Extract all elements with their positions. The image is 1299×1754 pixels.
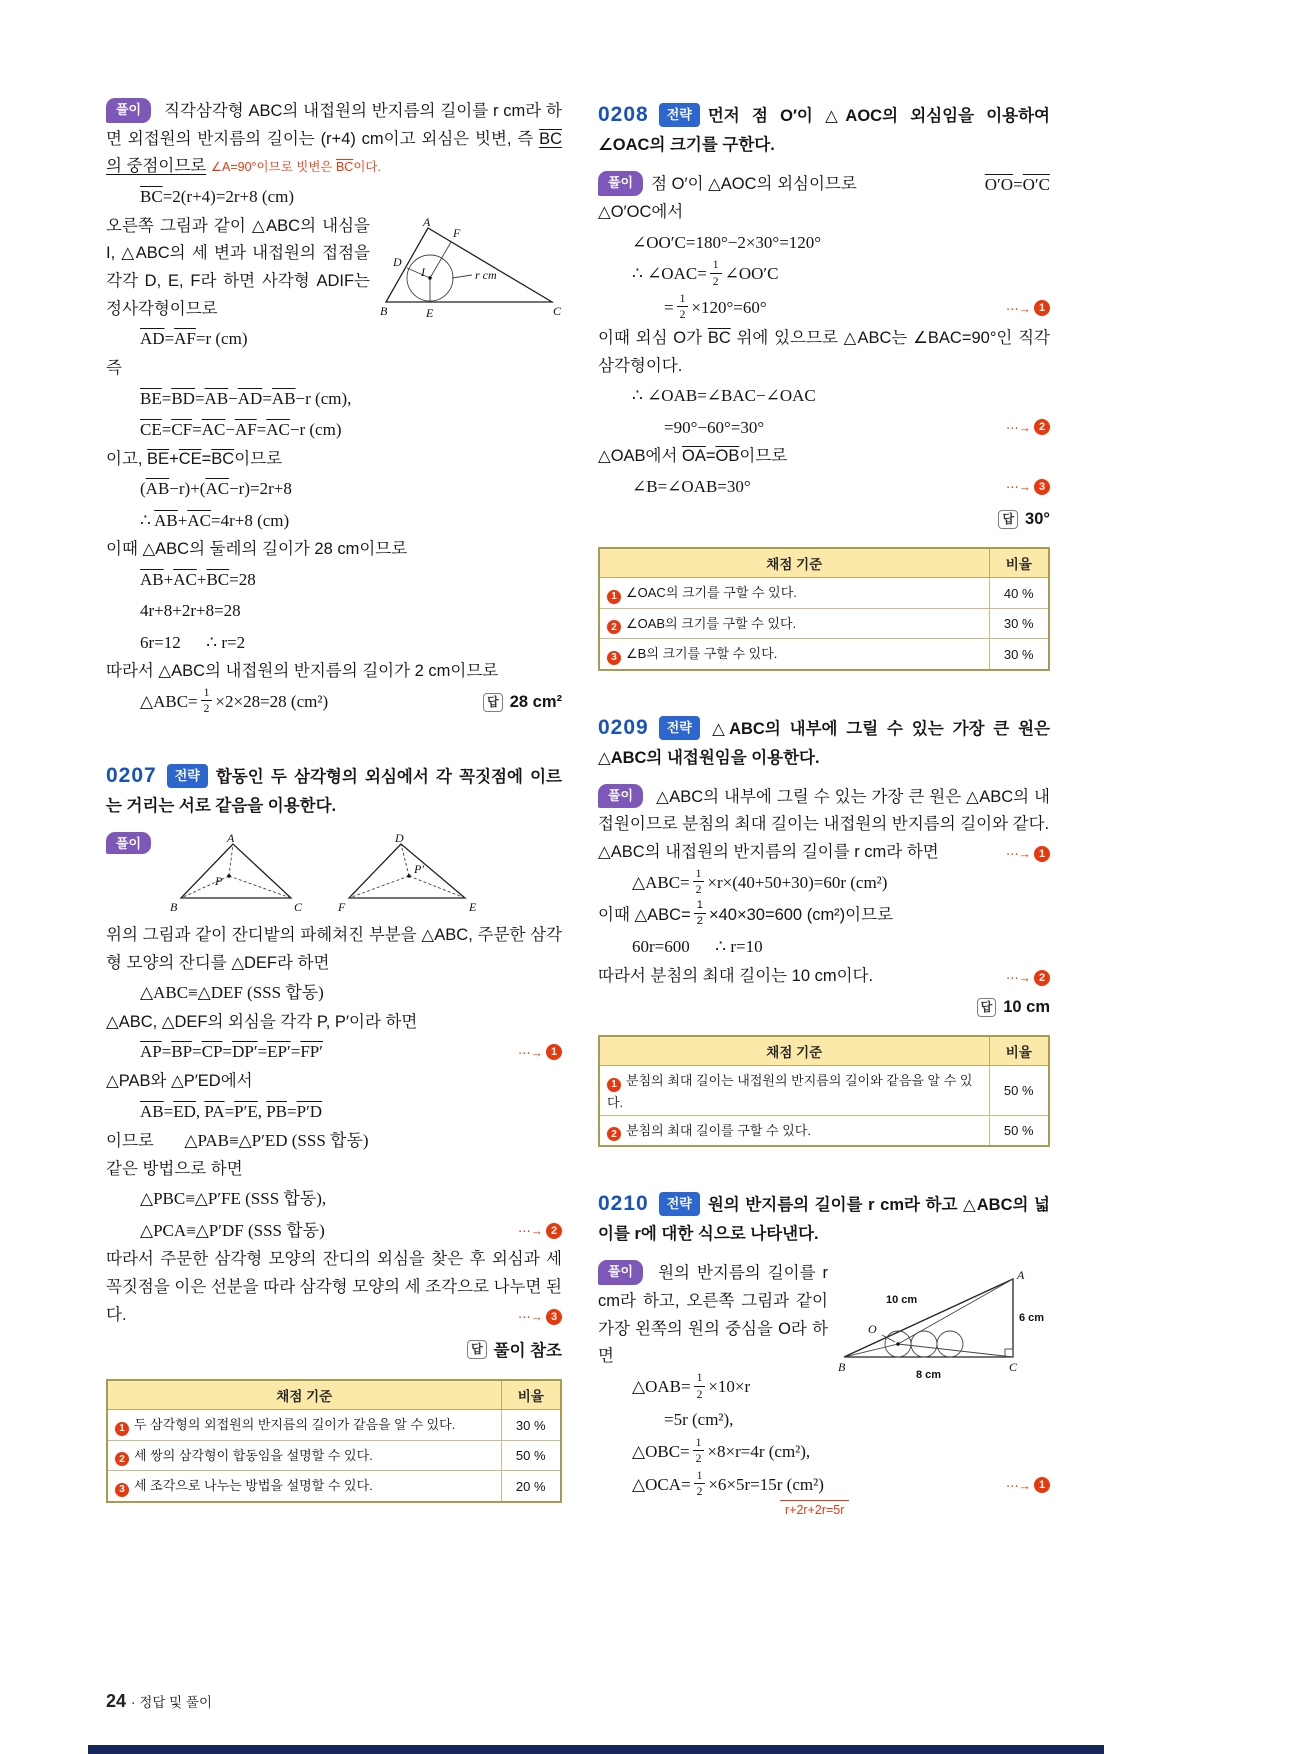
step-mark (518, 1044, 562, 1060)
step-number: 3 (546, 1309, 562, 1325)
fig-label-f: F (453, 225, 461, 240)
equation: $\overline{AB}=\overline{ED}$, $\overline{PA}=P'E$, $\overline{PB}=P'D$ (140, 1101, 323, 1121)
fig-label-d: D (393, 254, 402, 269)
solution-badge: 풀이 (598, 784, 643, 809)
equation: 6r=12 ∴ r=2 (140, 632, 246, 652)
paragraph-text: △PAB와 △P′ED에서 (106, 1071, 253, 1090)
step-mark (1006, 968, 1050, 989)
paragraph-text: △ABC의 내접원의 반지름의 길이를 r cm라 하면 (598, 842, 939, 861)
fig-label-i: I (421, 264, 425, 279)
solution-badge: 풀이 (598, 171, 643, 196)
answer-icon: 답 (483, 693, 503, 712)
step-number: 2 (546, 1223, 562, 1239)
red-underbrace-note (780, 1500, 1050, 1519)
equation: $(\overline{AB}-r)+(\overline{AC}-r)=2r+8$ (140, 479, 292, 499)
problem-number: 0208 (598, 103, 649, 126)
equation: ∴ ∠OAB=∠BAC−∠OAC (632, 386, 816, 406)
equation: △OBC= $\frac{1}{2}$ ×8×r=4r (cm²), (632, 1435, 811, 1466)
two-column-layout (106, 98, 1299, 1555)
fig-label-p: P (215, 873, 223, 888)
solution-badge: 풀이 (598, 1260, 643, 1285)
answer-text: 28 cm² (509, 692, 562, 711)
step-number: 2 (607, 620, 621, 634)
problem-header (598, 98, 1050, 159)
paragraph-text: 점 O′이 △AOC의 외심이므로 (651, 175, 857, 194)
fig-label-p-prime: P′ (414, 861, 425, 876)
paragraph-text: △OAB에서 $\overline{OA}=\overline{OB}$이므로 (598, 447, 788, 466)
paragraph-text: 같은 방법으로 하면 (106, 1159, 243, 1178)
left-column (106, 98, 562, 1555)
equation-with-mark (598, 1469, 1050, 1502)
fig-label-b: B (170, 899, 178, 914)
strategy-badge: 전략 (659, 716, 700, 740)
problem-number: 0209 (598, 715, 649, 739)
fig-label-d: D (395, 831, 404, 845)
equation: O′O=O′C (984, 174, 1050, 194)
paragraph-text: 직각삼각형 ABC의 내접원의 반지름의 길이를 r cm라 하면 외접원의 반지름의 길이는 (r+4) cm이고 외심은 빗변, 즉 BC의 중점이므로 (106, 102, 562, 176)
criterion-ratio: 50 % (989, 1115, 1049, 1146)
criterion-text: ∠OAC의 크기를 구할 수 있다. (626, 585, 797, 601)
equation: △PCA≡△P′DF (SSS 합동) (140, 1220, 325, 1240)
step-number: 2 (1034, 419, 1050, 435)
paragraph-with-mark (106, 1246, 562, 1329)
equation-with-mark (106, 1036, 562, 1067)
equation: △ABC≡△DEF (SSS 합동) (140, 983, 324, 1003)
criterion-ratio: 40 % (989, 578, 1049, 609)
score-row (107, 1471, 561, 1502)
answer-text: 풀이 참조 (493, 1342, 562, 1361)
score-table-0209 (598, 1035, 1050, 1147)
step-mark (518, 1223, 562, 1239)
mark-arrow: ⋯→ (1006, 1478, 1031, 1493)
criterion-ratio: 30 % (989, 608, 1049, 639)
solution-paragraph (106, 98, 562, 181)
margin-note-hypotenuse: ∠A=90°이므로 빗변은 $\overline{BC}$이다. (210, 160, 381, 175)
score-row (599, 639, 1049, 670)
answer-icon: 답 (977, 998, 997, 1017)
criterion-text: 분침의 최대 길이를 구할 수 있다. (626, 1122, 811, 1138)
answer-icon: 답 (467, 1340, 487, 1359)
step-number: 2 (1034, 970, 1050, 986)
step-number: 1 (115, 1422, 129, 1436)
criterion-text: ∠B의 크기를 구할 수 있다. (626, 646, 778, 662)
problem-0207 (106, 759, 562, 1503)
paragraph-text: 따라서 분침의 최대 길이는 10 cm이다. (598, 966, 874, 985)
mark-arrow: ⋯→ (1006, 301, 1031, 316)
fig-label-c: C (294, 899, 303, 914)
score-header-ratio: 비율 (501, 1380, 561, 1410)
strategy-badge: 전략 (659, 1192, 700, 1216)
criterion-ratio: 30 % (989, 639, 1049, 670)
answer-line (106, 1337, 562, 1361)
paragraph-text: △ABC의 내부에 그릴 수 있는 가장 큰 원은 △ABC의 내접원이므로 분침의 최대 길이는 내접원의 반지름의 길이와 같다. (598, 787, 1050, 834)
mark-arrow: ⋯→ (518, 1045, 543, 1060)
fig-label-r: r cm (475, 267, 497, 282)
step-mark (1006, 300, 1050, 316)
criterion-text: 세 쌍의 삼각형이 합동임을 설명할 수 있다. (134, 1447, 373, 1463)
problem-number: 0207 (106, 764, 157, 788)
fig-label-e: E (426, 305, 434, 320)
strategy-text: 합동인 두 삼각형의 외심에서 각 꼭짓점에 이르는 거리는 서로 같음을 이용한다. (106, 768, 562, 816)
equation: ∠OO′C=180°−2×30°=120° (632, 233, 822, 252)
equation: △PAB≡△P′ED (SSS 합동) (184, 1130, 369, 1150)
equation: ∴ ∠OAC= $\frac{1}{2}$ ∠OO′C (632, 258, 779, 289)
fig-label-a: A (423, 215, 431, 229)
answer-text: 30° (1025, 510, 1050, 529)
equation-with-mark (598, 292, 1050, 325)
score-header-criteria: 채점 기준 (107, 1380, 501, 1410)
paragraph-text: 즉 (106, 358, 122, 377)
criterion-text: 분침의 최대 길이는 내접원의 반지름의 길이와 같음을 알 수 있다. (607, 1073, 973, 1110)
equation: △ABC= $\frac{1}{2}$ ×2×28=28 (cm²) (140, 685, 329, 716)
fig-label-c: C (553, 303, 562, 318)
paragraph-text: 이고, $\overline{BE}+\overline{CE}=\overline{BC}$이므로 (106, 449, 283, 468)
page-footer (106, 1691, 212, 1712)
solution-paragraph (106, 213, 562, 324)
step-number: 1 (607, 590, 621, 604)
problem-number: 0210 (598, 1192, 649, 1216)
step-number: 1 (1034, 1477, 1050, 1493)
mark-arrow: ⋯→ (518, 1309, 543, 1324)
step-mark (1006, 419, 1050, 435)
score-header-ratio: 비율 (989, 1036, 1049, 1066)
criterion-text: 두 삼각형의 외접원의 반지름의 길이가 같음을 알 수 있다. (134, 1417, 456, 1433)
score-row (599, 1066, 1049, 1116)
solution-badge: 풀이 (106, 98, 151, 123)
fig-dim-6cm: 6 cm (1019, 1312, 1045, 1325)
equation: ∴ $\overline{AB}+\overline{AC}=4r+8$ (cm) (140, 510, 290, 530)
equation: △OAB= $\frac{1}{2}$ ×10×r (632, 1370, 751, 1401)
equation: 4r+8+2r+8=28 (140, 601, 241, 621)
paragraph-text: 이므로 (106, 1131, 154, 1150)
solution-paragraph (598, 171, 1050, 200)
mark-arrow: ⋯→ (518, 1224, 543, 1239)
score-header-row (107, 1380, 561, 1410)
paragraph-text: △ABC, △DEF의 외심을 각각 P, P′이라 하면 (106, 1012, 418, 1031)
solution-badge: 풀이 (106, 832, 151, 854)
fig-label-o: O (868, 1322, 877, 1337)
problem-0210 (598, 1187, 1050, 1519)
answer-line (598, 510, 1050, 529)
paragraph-with-mark (598, 963, 1050, 991)
score-header-ratio: 비율 (989, 548, 1049, 578)
score-row (599, 578, 1049, 609)
criterion-ratio: 50 % (501, 1440, 561, 1471)
step-number: 1 (1034, 300, 1050, 316)
score-header-row (599, 1036, 1049, 1066)
solution-paragraph (598, 1260, 1050, 1382)
criterion-ratio: 50 % (989, 1066, 1049, 1116)
score-header-criteria: 채점 기준 (599, 1036, 989, 1066)
equation: $\overline{AP}=\overline{BP}=\overline{CP}=DP'=EP'=FP'$ (140, 1042, 323, 1062)
equation: $\overline{CE}=\overline{CF}=\overline{AC}-\overline{AF}=\overline{AC}-r$ (cm) (140, 420, 342, 440)
solution-block-0206 (106, 98, 562, 719)
equation: $\overline{AD}=\overline{AF}=r$ (cm) (140, 329, 248, 349)
score-row (107, 1440, 561, 1471)
step-mark (1006, 844, 1050, 865)
figure-triangle-incircle (380, 216, 562, 324)
step-mark (1006, 1477, 1050, 1493)
strategy-text: 원의 반지름의 길이를 r cm라 하고 △ABC의 넓이를 r에 대한 식으로 나타낸다. (598, 1196, 1050, 1244)
problem-header (598, 711, 1050, 772)
step-number: 3 (1034, 479, 1050, 495)
score-row (599, 1115, 1049, 1146)
paragraph-text: 이때 △ABC= $\frac{1}{2}$ ×40×30=600 (cm²)이므로 (598, 898, 893, 928)
fig-label-c: C (1009, 1360, 1018, 1375)
step-number: 1 (1034, 846, 1050, 862)
answer-text: 10 cm (1003, 998, 1050, 1017)
paragraph-text: △O′OC에서 (598, 203, 684, 222)
paragraph-text: 원의 반지름의 길이를 r cm라 하고, 오른쪽 그림과 같이 가장 왼쪽의 원의 중심을 O라 하면 (598, 1264, 828, 1366)
paragraph-text: 오른쪽 그림과 같이 △ABC의 내심을 I, △ABC의 세 변과 내접원의 접점을 각각 D, E, F라 하면 사각형 ADIF는 정사각형이므로 (106, 216, 370, 318)
fig-dim-8cm: 8 cm (916, 1369, 942, 1382)
fig-label-a: A (227, 831, 235, 845)
answer-line (598, 998, 1050, 1017)
answer-icon: 답 (998, 510, 1018, 529)
problem-header (106, 759, 562, 820)
equation: = $\frac{1}{2}$ ×120°=60° (664, 291, 767, 322)
equation: $\overline{BE}=\overline{BD}=\overline{AB}-\overline{AD}=\overline{AB}-r$ (cm), (140, 388, 352, 408)
page-number: 24 (106, 1691, 127, 1711)
step-number: 2 (115, 1452, 129, 1466)
mark-arrow: ⋯→ (1006, 970, 1031, 985)
score-table-0207 (106, 1379, 562, 1503)
equation-with-mark (598, 471, 1050, 502)
strategy-badge: 전략 (167, 764, 208, 788)
fig-label-e: E (469, 899, 477, 914)
problem-0209 (598, 711, 1050, 1148)
page-edge-bar (88, 1745, 1104, 1754)
fig-label-b: B (380, 303, 388, 318)
paragraph-text: 이때 외심 O가 $\overline{BC}$ 위에 있으므로 △ABC는 ∠BAC=90°인 직각삼각형이다. (598, 328, 1050, 375)
equation: △OCA= $\frac{1}{2}$ ×6×5r=15r (cm²) (632, 1468, 824, 1499)
step-number: 3 (115, 1483, 129, 1497)
step-number: 1 (546, 1044, 562, 1060)
figure-congruent-triangles (169, 832, 499, 916)
score-table-0208 (598, 547, 1050, 671)
equation: △ABC= $\frac{1}{2}$ ×r×(40+50+30)=60r (cm²) (632, 866, 888, 897)
paragraph-text: 이때 △ABC의 둘레의 길이가 28 cm이므로 (106, 540, 408, 559)
paragraph-text: 따라서 △ABC의 내접원의 반지름의 길이가 2 cm이므로 (106, 662, 499, 681)
equation-with-mark (598, 412, 1050, 443)
paragraph-text: 따라서 주문한 삼각형 모양의 잔디의 외심을 찾은 후 외심과 세 꼭짓점을 이은 선분을 따라 삼각형 모양의 세 조각으로 나누면 된다. (106, 1250, 562, 1324)
result-line (106, 686, 562, 719)
equation: =5r (cm²), (664, 1410, 734, 1430)
score-row (599, 608, 1049, 639)
criterion-text: ∠OAB의 크기를 구할 수 있다. (626, 615, 797, 631)
step-mark (518, 1307, 562, 1328)
step-number: 1 (607, 1078, 621, 1092)
step-mark (1006, 479, 1050, 495)
problem-0208 (598, 98, 1050, 671)
score-header-row (599, 548, 1049, 578)
paragraph-text: 위의 그림과 같이 잔디밭의 파헤쳐진 부분을 △ABC, 주문한 삼각형 모양의 잔디를 △DEF라 하면 (106, 925, 562, 972)
step-number: 2 (607, 1127, 621, 1141)
equation: △PBC≡△P′FE (SSS 합동), (140, 1189, 327, 1209)
note-text: r+2r+2r=5r (780, 1500, 849, 1517)
paragraph-with-equation (106, 1127, 562, 1156)
mark-arrow: ⋯→ (1006, 420, 1031, 435)
mark-arrow: ⋯→ (1006, 480, 1031, 495)
strategy-badge: 전략 (659, 103, 700, 127)
figure-triangle-with-circles (838, 1263, 1050, 1381)
problem-header (598, 1187, 1050, 1248)
score-row (107, 1410, 561, 1441)
equation: $\overline{BC}=2(r+4)=2r+8$ (cm) (140, 187, 295, 207)
fig-label-a: A (1017, 1268, 1025, 1283)
step-number: 3 (607, 651, 621, 665)
equation-with-mark (106, 1215, 562, 1246)
score-header-criteria: 채점 기준 (599, 548, 989, 578)
equation: =90°−60°=30° (664, 417, 765, 437)
criterion-ratio: 20 % (501, 1471, 561, 1502)
equation: ∠B=∠OAB=30° (632, 476, 751, 496)
fig-label-f: F (338, 899, 346, 914)
equation: $\overline{AB}+\overline{AC}+\overline{BC}=28$ (140, 569, 256, 589)
fig-label-b: B (838, 1360, 846, 1375)
answer-line (483, 693, 562, 712)
fig-dim-10cm: 10 cm (886, 1294, 918, 1307)
criterion-ratio: 30 % (501, 1410, 561, 1441)
mark-arrow: ⋯→ (1006, 846, 1031, 861)
footer-label: 정답 및 풀이 (139, 1695, 213, 1710)
criterion-text: 세 조각으로 나누는 방법을 설명할 수 있다. (134, 1478, 373, 1494)
footer-separator: · (131, 1695, 136, 1710)
equation: 60r=600 ∴ r=10 (632, 937, 763, 957)
strategy-text: △ABC의 내부에 그릴 수 있는 가장 큰 원은 △ABC의 내접원임을 이용한다. (598, 719, 1050, 767)
right-column (598, 98, 1050, 1555)
strategy-text: 먼저 점 O′이 △AOC의 외심임을 이용하여 ∠OAC의 크기를 구한다. (598, 107, 1050, 155)
solution-figure-row (106, 832, 562, 916)
